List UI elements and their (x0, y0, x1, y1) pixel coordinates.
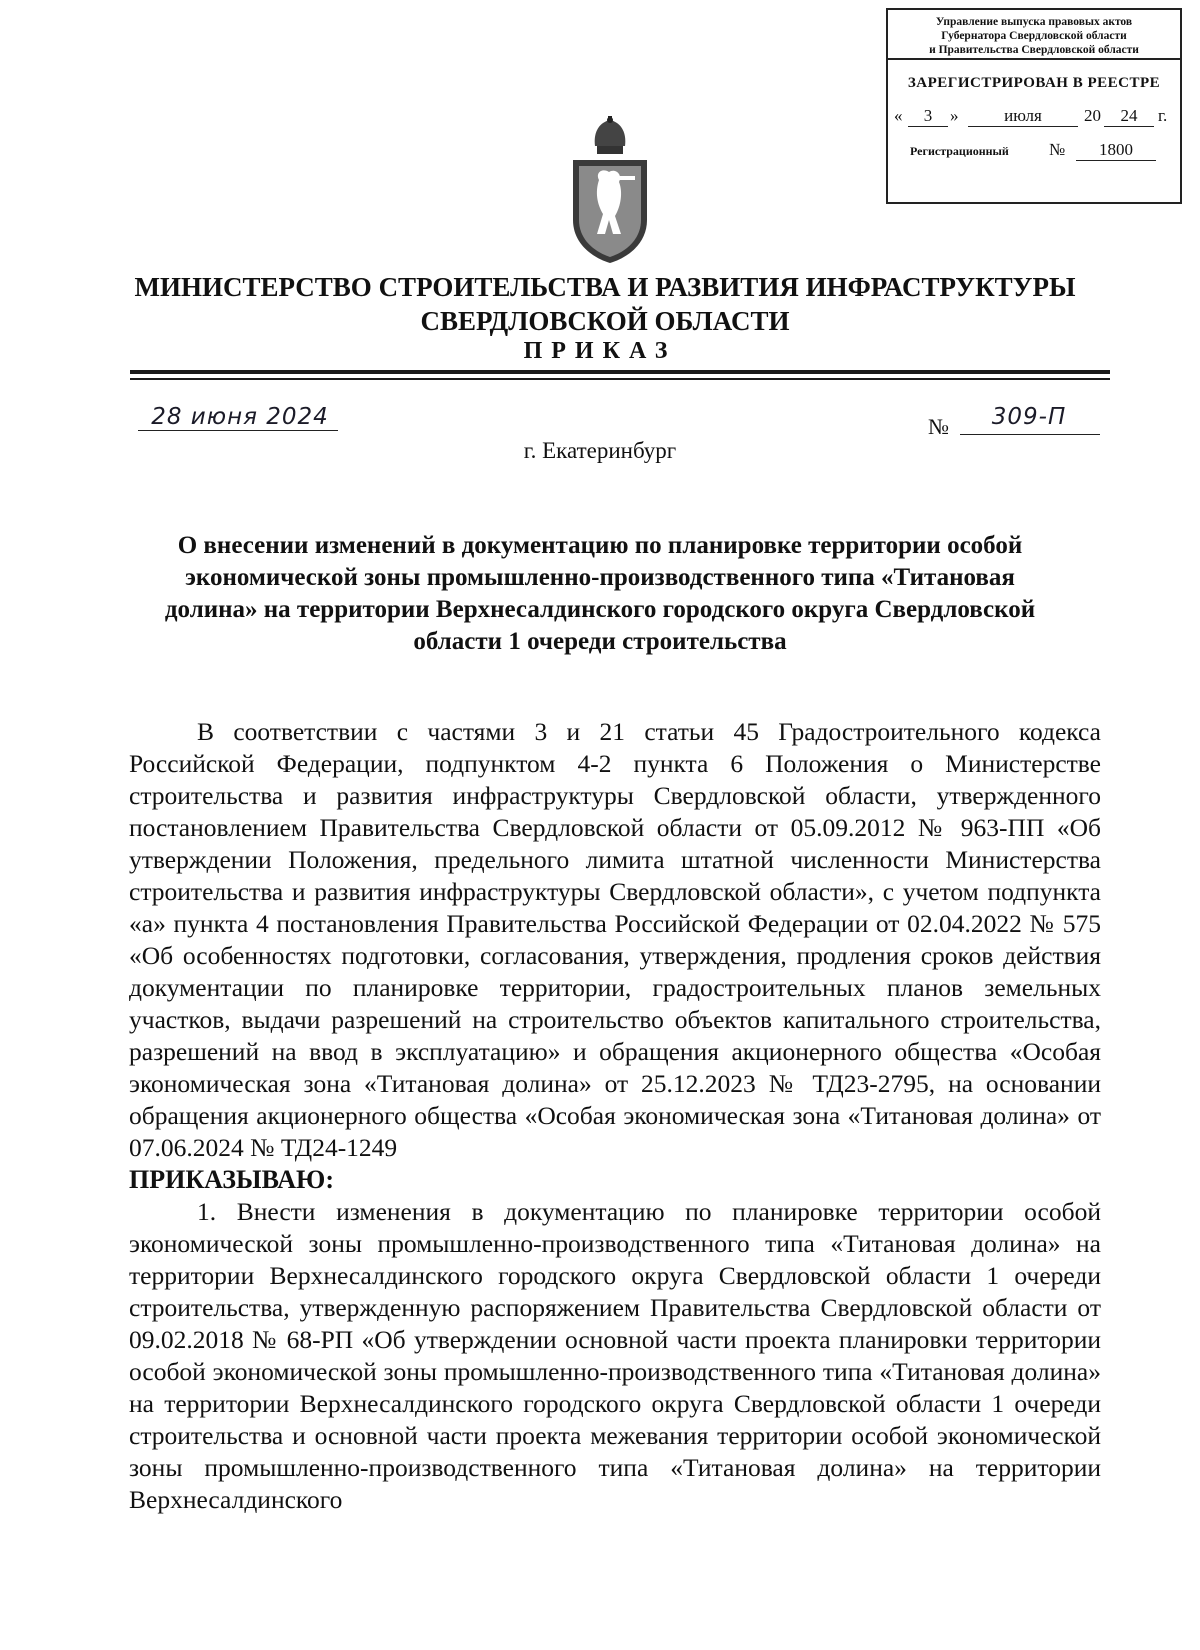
coat-of-arms-icon (565, 116, 655, 264)
header-rule-thin (130, 378, 1110, 380)
document-type: ПРИКАЗ (523, 338, 677, 364)
order-word: ПРИКАЗЫВАЮ: (129, 1165, 334, 1194)
ministry-heading (100, 270, 1110, 338)
ministry-line: МИНИСТЕРСТВО СТРОИТЕЛЬСТВА И РАЗВИТИЯ ИНФРАСТРУКТУРЫ (134, 272, 1076, 302)
stamp-day: 3 (908, 106, 948, 127)
preamble-paragraph: В соответствии с частями 3 и 21 статьи 45 Градостроительного кодекса Российской Федерации, подпунктом 4-2 пункта 6 Положения о Министерстве строительства и развития инфраструктуры Свердловской области, утвержденного постановлением Правительства Свердловской области от 05.09.2012 № 963-ПП «Об утверждении Положения, предельного лимита штатной численности Министерства строительства и развития инфраструктуры Свердловской области», с учетом подпункта «а» пункта 4 постановления Правительства Российской Федерации от 02.04.2022 № 575 «Об особенностях подготовки, согласования, утверждения, продления сроков действия документации по планировке территории, градостроительных планов земельных участков, выдачи разрешений на строительство объектов капитального строительства, разрешений на ввод в эксплуатацию» и обращения акционерного общества «Особая экономическая зона «Титановая долина» от 25.12.2023 № ТД23-2795, на основании обращения акционерного общества «Особая экономическая зона «Титановая долина» от 07.06.2024 № ТД24-1249 (129, 717, 1101, 1162)
stamp-year-suffix: 24 (1104, 106, 1154, 127)
ministry-line: СВЕРДЛОВСКОЙ ОБЛАСТИ (420, 306, 790, 336)
order-number: 309-П (991, 404, 1067, 430)
order-date: 28 июня 2024 (151, 404, 329, 430)
stamp-org-line: Губернатора Свердловской области (941, 30, 1127, 42)
stamp-date (888, 106, 1180, 140)
stamp-year-prefix: 20 (1084, 106, 1101, 125)
stamp-org-line: Управление выпуска правовых актов (935, 16, 1133, 28)
item-1-paragraph: 1. Внести изменения в документацию по планировке территории особой экономической зоны промышленно-производственного типа «Титановая долина» на территории Верхнесалдинского городского округа Свердловской области 1 очереди строительства, утвержденную распоряжением Правительства Свердловской области от 09.02.2018 № 68-РП «Об утверждении основной части проекта планировки территории особой экономической зоны промышленно-производственного типа «Титановая долина» на территории Верхнесалдинского городского округа Свердловской области 1 очереди строительства и основной части проекта межевания территории особой экономической зоны промышленно-производственного типа «Титановая долина» на территории Верхнесалдинского (129, 1197, 1101, 1514)
stamp-no-sign: № (1049, 140, 1066, 159)
stamp-reg-number: 1800 (1076, 140, 1156, 161)
order-date-line (138, 430, 338, 431)
stamp-organization (888, 10, 1180, 60)
stamp-month: июля (968, 106, 1078, 127)
stamp-year-abbr: г. (1158, 106, 1168, 125)
stamp-open-quote: « (894, 106, 903, 125)
document-body (129, 716, 1101, 1516)
stamp-reg-number-row (888, 140, 1180, 164)
stamp-org-line: и Правительства Свердловской области (929, 44, 1139, 56)
header-rule-thick (130, 370, 1110, 374)
stamp-close-quote: » (950, 106, 959, 125)
order-number-sign: № (928, 414, 949, 439)
registry-stamp (886, 8, 1182, 204)
city: г. Екатеринбург (523, 438, 677, 463)
stamp-reg-label: Регистрационный (910, 144, 1009, 158)
stamp-registered-label: ЗАРЕГИСТРИРОВАН В РЕЕСТРЕ (907, 75, 1161, 91)
document-title: О внесении изменений в документацию по планировке территории особой экономической зоны промышленно-производственного типа «Титановая долина» на территории Верхнесалдинского городского округа Свердловской области 1 очереди строительства (164, 532, 1036, 655)
order-number-line (960, 434, 1100, 435)
